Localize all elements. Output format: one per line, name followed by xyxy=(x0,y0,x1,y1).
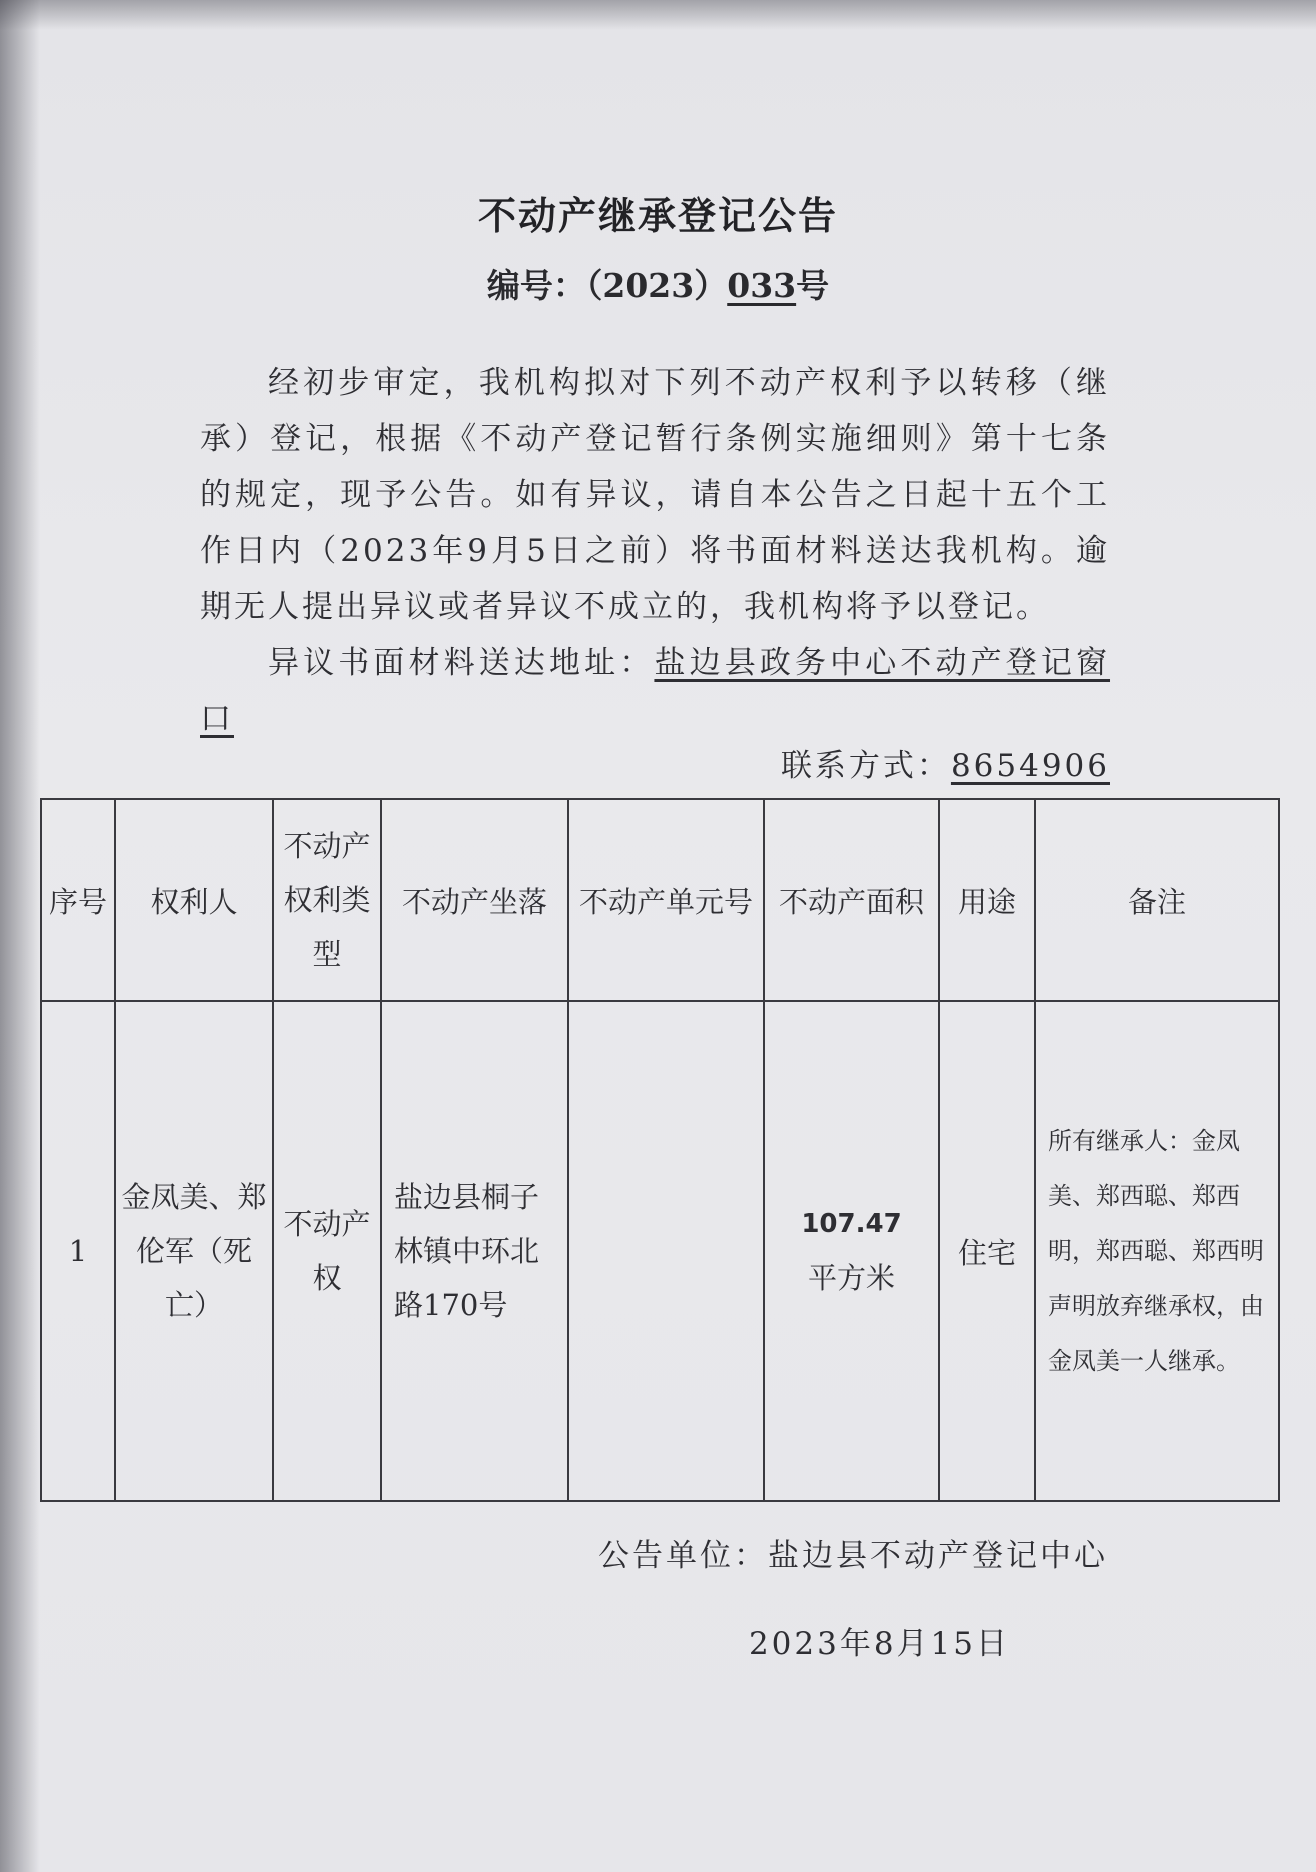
cell-index: 1 xyxy=(41,1001,115,1501)
header-owner: 权利人 xyxy=(115,799,273,1001)
cell-location: 盐边县桐子林镇中环北路170号 xyxy=(381,1001,568,1501)
table-row xyxy=(41,1001,1279,1501)
notice-number-prefix: 编号：（2023） xyxy=(486,266,728,305)
cell-area xyxy=(764,1001,939,1501)
header-location: 不动产坐落 xyxy=(381,799,568,1001)
cell-owner: 金凤美、郑伦军（死亡） xyxy=(115,1001,273,1501)
address-value: 盐边县政务中心不动产登记窗口 xyxy=(200,645,1111,737)
contact-value: 8654906 xyxy=(950,748,1110,784)
page-shadow-top xyxy=(0,0,1316,30)
notice-body: 经初步审定，我机构拟对下列不动产权利予以转移（继承）登记，根据《不动产登记暂行条例实施细则》第十七条的规定，现予公告。如有异议，请自本公告之日起十五个工作日内（2023年9月5日之前）将书面材料送达我机构。逾期无人提出异议或者异议不成立的，我机构将予以登记。 xyxy=(200,365,1110,625)
notice-title: 不动产继承登记公告 xyxy=(477,193,838,238)
notice-number-value: 033 xyxy=(727,266,797,305)
cell-remark: 所有继承人：金凤美、郑西聪、郑西明，郑西聪、郑西明声明放弃继承权，由金凤美一人继承。 xyxy=(1035,1001,1279,1501)
header-area: 不动产面积 xyxy=(764,799,939,1001)
cell-right-type: 不动产权 xyxy=(273,1001,381,1501)
contact-line xyxy=(781,740,1110,785)
header-remark: 备注 xyxy=(1035,799,1279,1001)
cell-unit-no xyxy=(568,1001,764,1501)
address-label: 异议书面材料送达地址： xyxy=(268,645,655,681)
registration-table xyxy=(40,798,1280,1502)
area-unit: 平方米 xyxy=(807,1261,895,1295)
cell-usage: 住宅 xyxy=(939,1001,1035,1501)
issue-date: 2023年8月15日 xyxy=(748,1626,1010,1662)
area-value: 107.47 xyxy=(801,1209,902,1239)
notice-number xyxy=(0,260,1316,307)
issuer-line: 公告单位：盐边县不动产登记中心 xyxy=(598,1538,1108,1574)
header-right-type: 不动产权利类型 xyxy=(273,799,381,1001)
objection-address xyxy=(200,635,1110,747)
header-index: 序号 xyxy=(41,799,115,1001)
table-header-row xyxy=(41,799,1279,1001)
header-usage: 用途 xyxy=(939,799,1035,1001)
contact-label: 联系方式： xyxy=(780,748,951,784)
header-unit-no: 不动产单元号 xyxy=(568,799,764,1001)
notice-number-suffix: 号 xyxy=(796,266,830,305)
